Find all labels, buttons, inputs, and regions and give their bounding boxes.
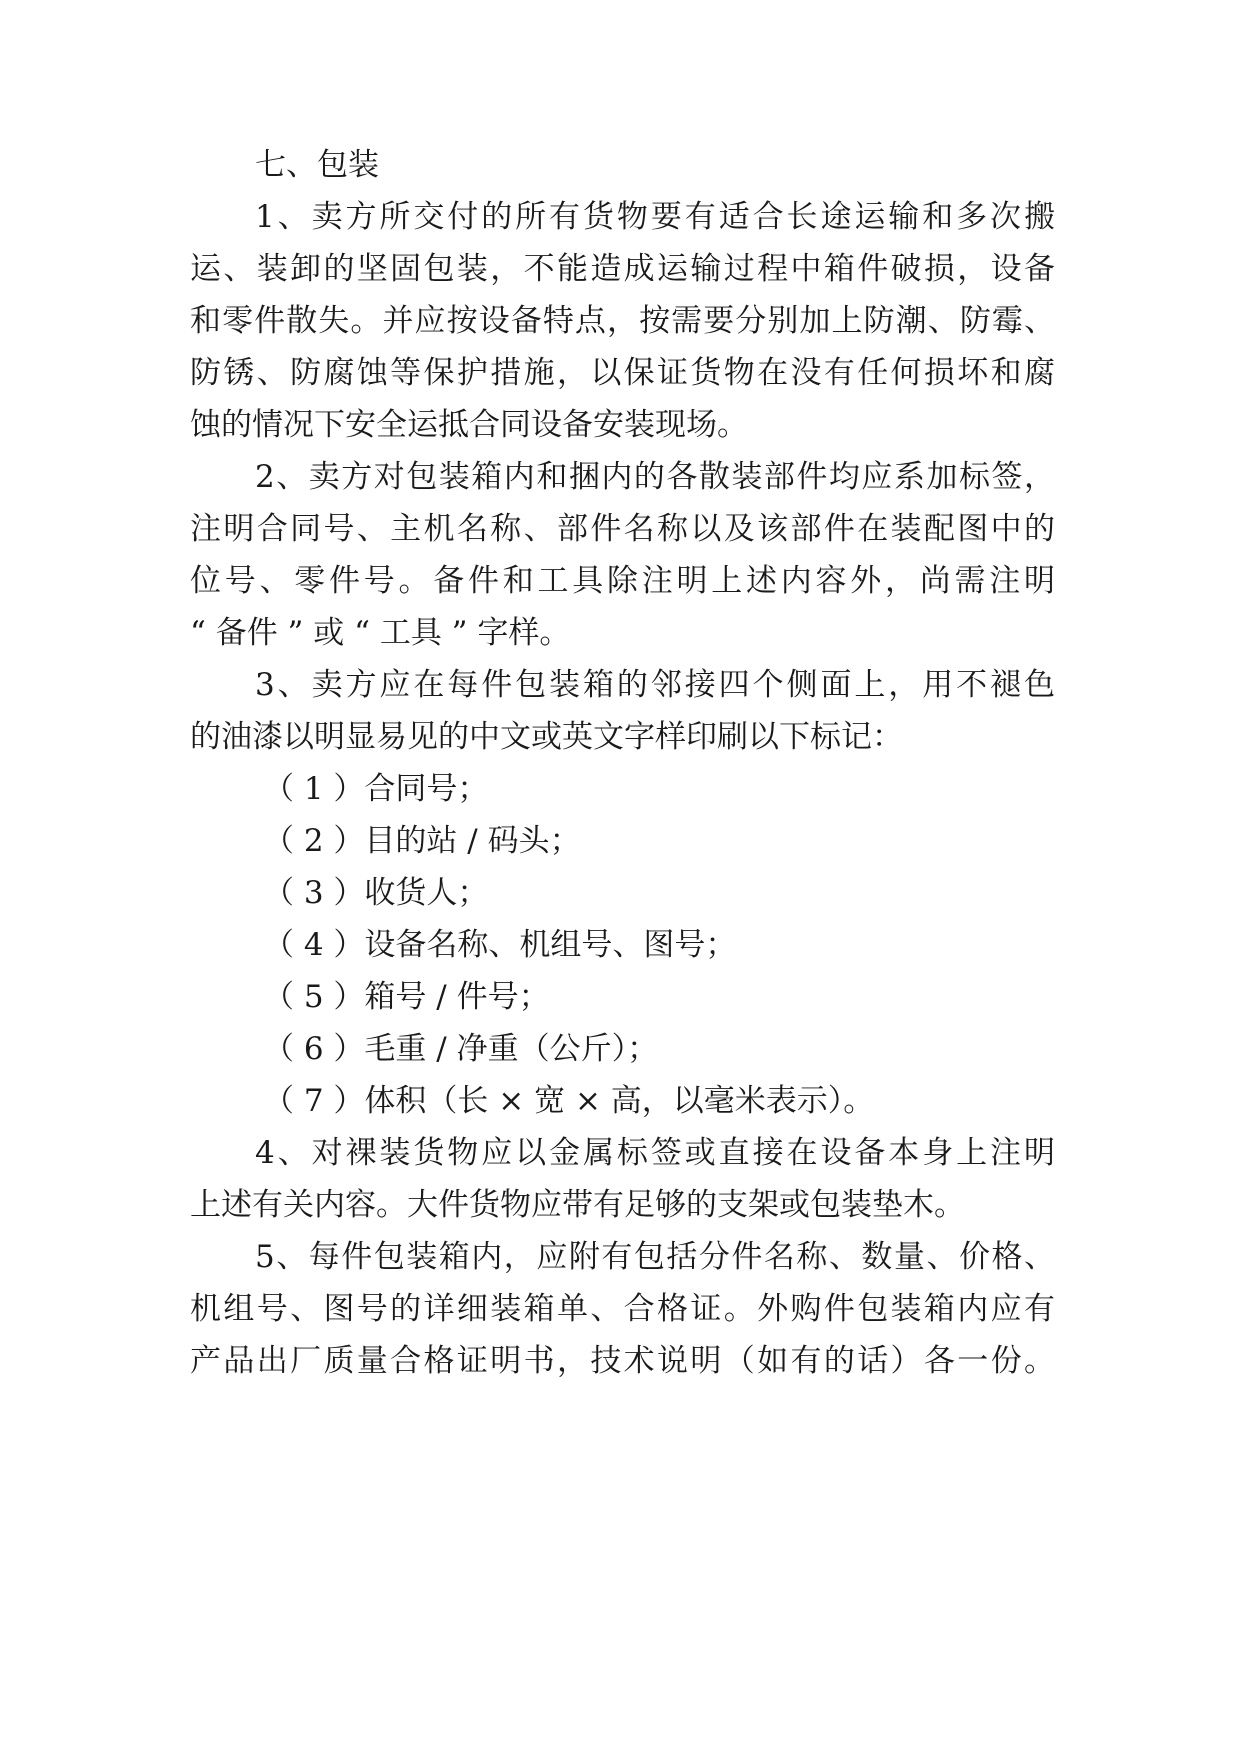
clause-3-line-1: 3、卖方应在每件包装箱的邻接四个侧面上，用不褪色: [255, 667, 1055, 703]
clause-1-line-3: 和零件散失。并应按设备特点，按需要分别加上防潮、防霉、: [190, 303, 1055, 339]
marking-item: （ 7 ）体积（长 × 宽 × 高，以毫米表示）。: [263, 1083, 875, 1119]
section-heading: 七、包装: [255, 147, 379, 183]
clause-1-line-2: 运、装卸的坚固包装，不能造成运输过程中箱件破损，设备: [190, 251, 1055, 287]
clause-1-line-5: 蚀的情况下安全运抵合同设备安装现场。: [190, 407, 748, 443]
marking-item: （ 3 ）收货人；: [263, 875, 489, 911]
clause-5-line-1: 5、每件包装箱内，应附有包括分件名称、数量、价格、: [255, 1239, 1055, 1275]
clause-4-line-2: 上述有关内容。大件货物应带有足够的支架或包装垫木。: [190, 1187, 965, 1223]
marking-item: （ 4 ）设备名称、机组号、图号；: [263, 927, 737, 963]
clause-5-line-2: 机组号、图号的详细装箱单、合格证。外购件包装箱内应有: [190, 1291, 1055, 1327]
clause-2-line-1: 2、卖方对包装箱内和捆内的各散装部件均应系加标签，: [255, 459, 1055, 495]
clause-3-line-2: 的油漆以明显易见的中文或英文字样印刷以下标记：: [190, 719, 903, 755]
marking-item: （ 6 ）毛重 / 净重（公斤）；: [263, 1031, 659, 1067]
marking-item: （ 2 ）目的站 / 码头；: [263, 823, 581, 859]
marking-item: （ 5 ）箱号 / 件号；: [263, 979, 550, 1015]
marking-item: （ 1 ）合同号；: [263, 771, 489, 807]
clause-4-line-1: 4、对裸装货物应以金属标签或直接在设备本身上注明: [255, 1135, 1055, 1171]
clause-1-line-4: 防锈、防腐蚀等保护措施，以保证货物在没有任何损坏和腐: [190, 355, 1055, 391]
clause-1-line-1: 1、卖方所交付的所有货物要有适合长途运输和多次搬: [255, 199, 1055, 235]
clause-5-line-3: 产品出厂质量合格证明书，技术说明（如有的话）各一份。: [190, 1343, 1055, 1379]
clause-2-line-2: 注明合同号、主机名称、部件名称以及该部件在装配图中的: [190, 511, 1055, 547]
clause-2-line-4: “ 备件 ” 或 “ 工具 ” 字样。: [190, 615, 571, 651]
clause-2-line-3: 位号、零件号。备件和工具除注明上述内容外，尚需注明: [190, 563, 1055, 599]
